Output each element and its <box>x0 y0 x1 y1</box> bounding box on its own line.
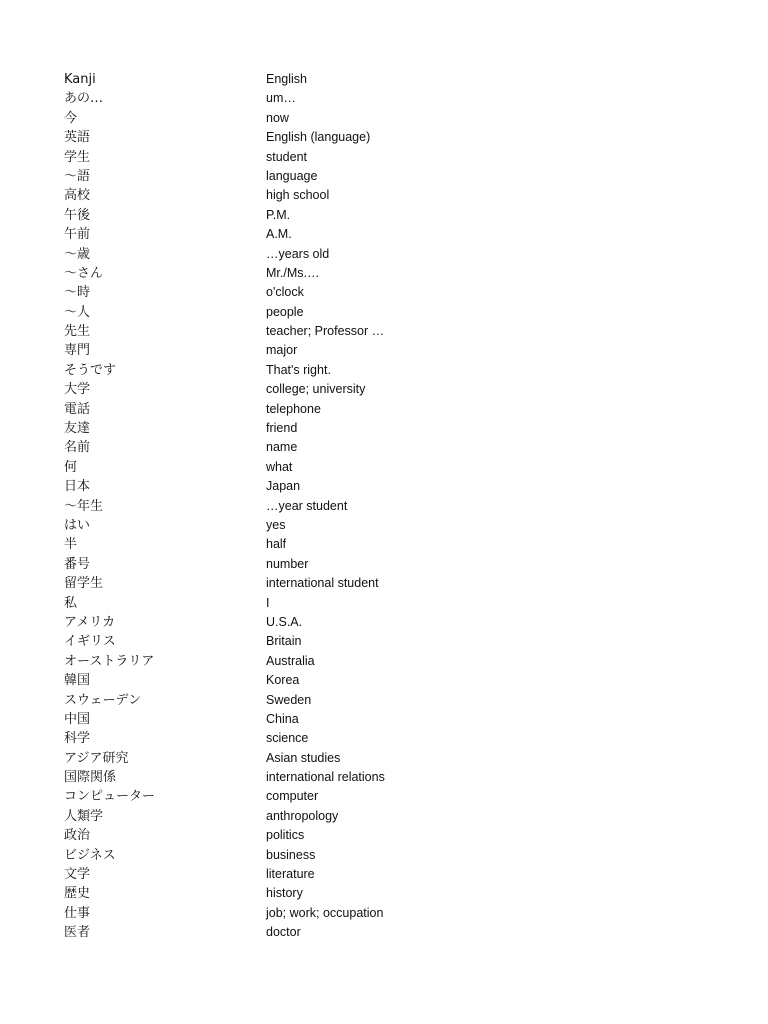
english-cell: um… <box>266 91 296 106</box>
english-cell: Asian studies <box>266 750 341 765</box>
english-cell: …years old <box>266 246 330 261</box>
english-cell: A.M. <box>266 227 292 242</box>
kanji-cell: アジア研究 <box>64 750 129 766</box>
kanji-cell: コンピューター <box>64 789 156 805</box>
table-row <box>64 729 484 748</box>
english-cell: Korea <box>266 673 300 688</box>
kanji-cell: 中国 <box>64 711 91 727</box>
english-cell: language <box>266 168 318 183</box>
table-row <box>64 167 484 186</box>
table-row <box>64 361 484 380</box>
english-cell: student <box>266 149 308 164</box>
english-cell: P.M. <box>266 207 291 222</box>
english-cell: what <box>266 459 293 474</box>
english-cell: job; work; occupation <box>266 905 384 920</box>
english-cell: college; university <box>266 382 366 397</box>
kanji-cell: 歴史 <box>64 886 91 902</box>
english-cell: now <box>266 110 289 125</box>
kanji-cell: 名前 <box>64 440 91 456</box>
column-header-english: English <box>266 72 307 86</box>
table-row <box>64 632 484 651</box>
english-cell: high school <box>266 188 330 203</box>
table-row <box>64 283 484 302</box>
table-row <box>64 535 484 554</box>
english-cell: Mr./Ms.… <box>266 265 320 280</box>
english-cell: major <box>266 343 298 358</box>
table-row <box>64 923 484 942</box>
kanji-cell: 留学生 <box>64 576 104 592</box>
table-row <box>64 884 484 903</box>
kanji-cell: 国際関係 <box>64 770 117 786</box>
english-cell: politics <box>266 828 305 843</box>
table-header-row <box>64 70 484 89</box>
english-cell: computer <box>266 789 319 804</box>
english-cell: …year student <box>266 498 348 513</box>
table-row <box>64 128 484 147</box>
table-row <box>64 245 484 264</box>
english-cell: friend <box>266 421 298 436</box>
table-row <box>64 206 484 225</box>
kanji-cell: 仕事 <box>64 905 91 921</box>
english-cell: U.S.A. <box>266 614 303 629</box>
english-cell: international relations <box>266 770 385 785</box>
table-row <box>64 768 484 787</box>
table-row <box>64 787 484 806</box>
kanji-cell: はい <box>64 517 91 533</box>
table-row <box>64 904 484 923</box>
table-row <box>64 846 484 865</box>
table-row <box>64 458 484 477</box>
english-cell: I <box>266 595 270 610</box>
kanji-cell: イギリス <box>64 634 116 650</box>
table-row <box>64 594 484 613</box>
english-cell: That's right. <box>266 362 331 377</box>
table-row <box>64 710 484 729</box>
table-row <box>64 613 484 632</box>
table-row <box>64 109 484 128</box>
english-cell: Sweden <box>266 692 312 707</box>
kanji-cell: 人類学 <box>64 808 104 824</box>
english-cell: business <box>266 847 316 862</box>
kanji-cell: 専門 <box>64 343 91 359</box>
english-cell: anthropology <box>266 808 339 823</box>
kanji-cell: 何 <box>64 459 78 475</box>
kanji-cell: 学生 <box>64 149 91 165</box>
table-row <box>64 574 484 593</box>
table-row <box>64 477 484 496</box>
kanji-cell: 日本 <box>64 479 91 495</box>
kanji-cell: 英語 <box>64 130 91 146</box>
kanji-cell: 午後 <box>64 207 91 223</box>
table-row <box>64 555 484 574</box>
kanji-cell: 友達 <box>64 421 91 437</box>
english-cell: literature <box>266 867 315 882</box>
vocabulary-table <box>64 70 484 943</box>
table-body <box>64 89 484 942</box>
table-row <box>64 807 484 826</box>
english-cell: Australia <box>266 653 315 668</box>
kanji-cell: そうです <box>64 362 117 378</box>
kanji-cell: 文学 <box>64 867 91 883</box>
table-row <box>64 652 484 671</box>
kanji-cell: ～人 <box>64 304 91 320</box>
english-cell: half <box>266 537 287 552</box>
kanji-cell: 医者 <box>64 925 91 941</box>
kanji-cell: あの… <box>64 91 104 107</box>
kanji-cell: 半 <box>64 537 78 553</box>
kanji-cell: 先生 <box>64 324 91 340</box>
table-row <box>64 264 484 283</box>
column-header-kanji: Kanji <box>64 72 96 87</box>
kanji-cell: ～歳 <box>64 246 91 262</box>
kanji-cell: ～年生 <box>64 498 104 514</box>
table-row <box>64 438 484 457</box>
table-row <box>64 303 484 322</box>
table-row <box>64 400 484 419</box>
kanji-cell: 私 <box>64 595 78 611</box>
table-row <box>64 419 484 438</box>
kanji-cell: オーストラリア <box>64 653 155 669</box>
english-cell: telephone <box>266 401 321 416</box>
kanji-cell: 大学 <box>64 382 91 398</box>
english-cell: Japan <box>266 479 301 494</box>
kanji-cell: ～さん <box>64 265 104 281</box>
kanji-cell: スウェーデン <box>64 692 142 708</box>
english-cell: number <box>266 556 309 571</box>
table-row <box>64 89 484 108</box>
english-cell: people <box>266 304 304 319</box>
english-cell: history <box>266 886 303 901</box>
table-row <box>64 341 484 360</box>
kanji-cell: 高校 <box>64 188 91 204</box>
table-row <box>64 865 484 884</box>
english-cell: science <box>266 731 309 746</box>
table-row <box>64 671 484 690</box>
table-row <box>64 516 484 535</box>
english-cell: yes <box>266 517 286 532</box>
kanji-cell: ビジネス <box>64 847 116 863</box>
english-cell: teacher; Professor … <box>266 324 385 339</box>
kanji-cell: 韓国 <box>64 673 91 689</box>
english-cell: name <box>266 440 298 455</box>
kanji-cell: 番号 <box>64 556 91 572</box>
english-cell: Britain <box>266 634 302 649</box>
table-row <box>64 380 484 399</box>
table-row <box>64 826 484 845</box>
table-row <box>64 225 484 244</box>
kanji-cell: 科学 <box>64 731 91 747</box>
english-cell: English (language) <box>266 130 371 145</box>
kanji-cell: ～時 <box>64 285 91 301</box>
table-row <box>64 322 484 341</box>
english-cell: China <box>266 711 299 726</box>
kanji-cell: 電話 <box>64 401 91 417</box>
english-cell: o'clock <box>266 285 304 300</box>
kanji-cell: 政治 <box>64 828 91 844</box>
english-cell: international student <box>266 576 379 591</box>
table-row <box>64 186 484 205</box>
english-cell: doctor <box>266 925 301 940</box>
kanji-cell: アメリカ <box>64 614 116 630</box>
table-row <box>64 749 484 768</box>
table-row <box>64 148 484 167</box>
kanji-cell: ～語 <box>64 168 91 184</box>
table-row <box>64 691 484 710</box>
kanji-cell: 今 <box>64 110 78 126</box>
kanji-cell: 午前 <box>64 227 91 243</box>
table-row <box>64 497 484 516</box>
